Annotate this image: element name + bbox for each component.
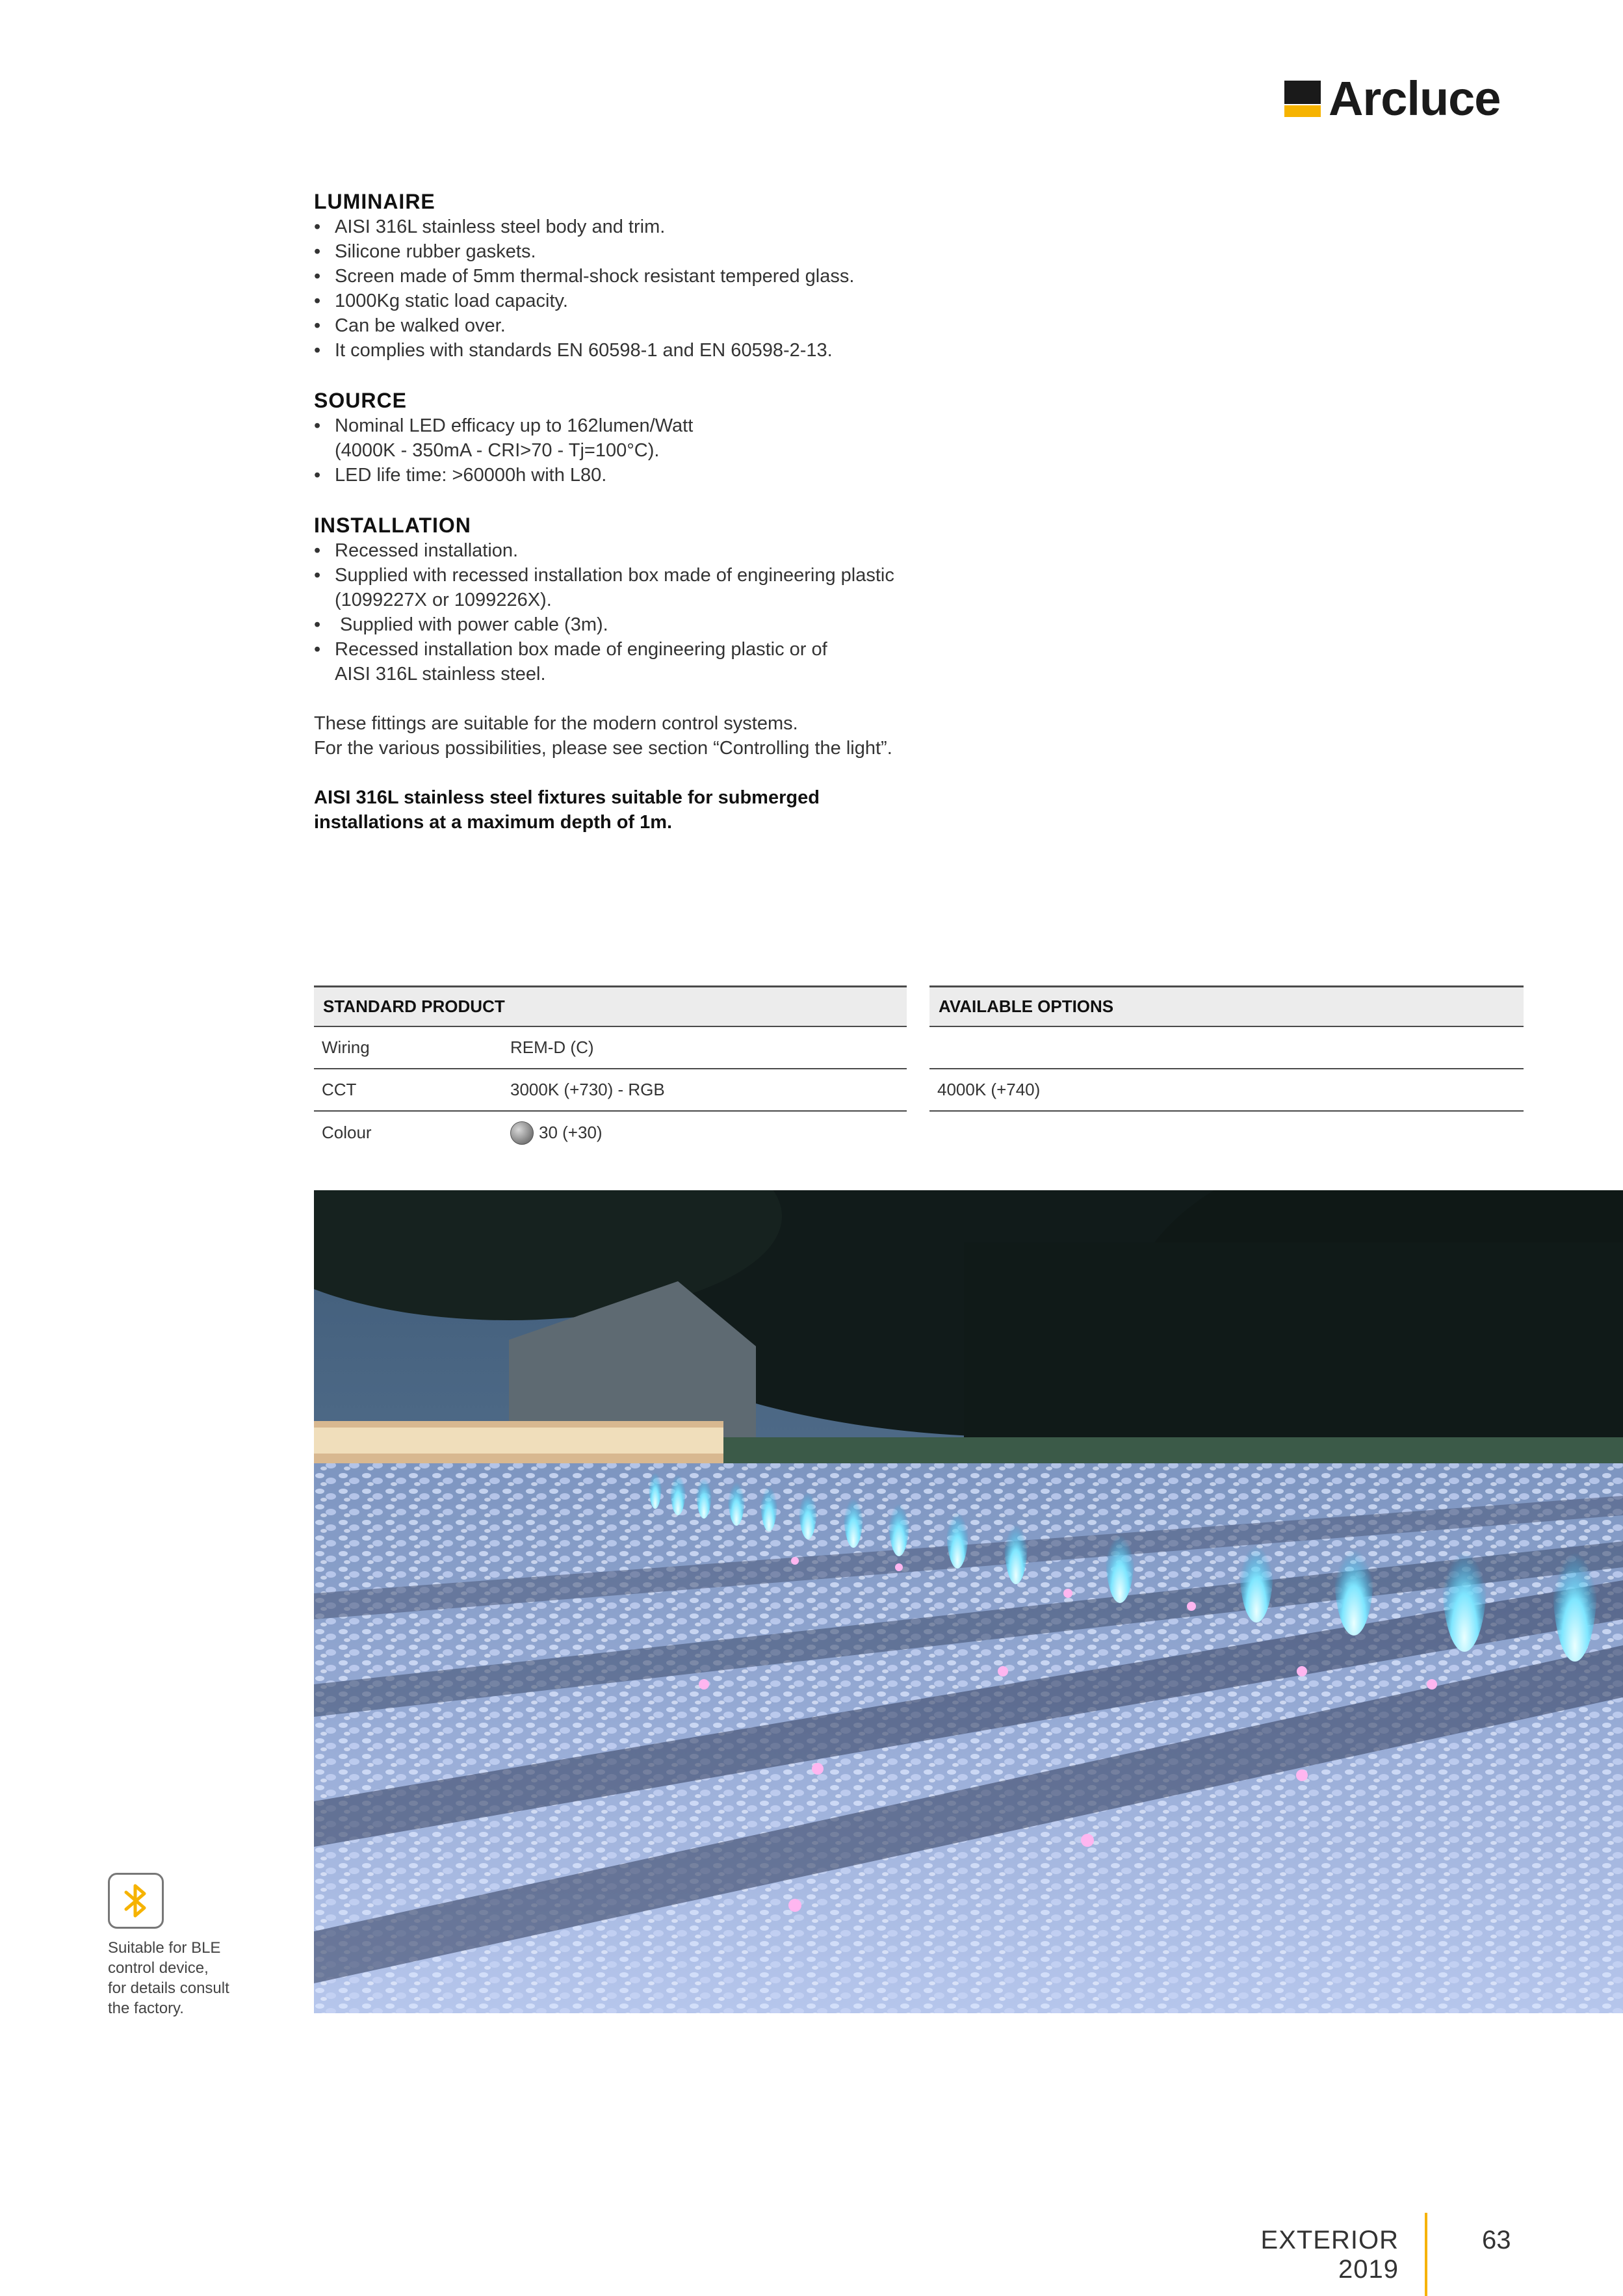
- logo-mark-icon: [1284, 81, 1321, 117]
- control-note-line: These fittings are suitable for the modern control systems.: [314, 713, 798, 734]
- footer-divider: [1425, 2213, 1427, 2296]
- footer-title: EXTERIOR 2019: [1260, 2226, 1399, 2284]
- page-number: 63: [1482, 2226, 1511, 2254]
- installation-heading: INSTALLATION: [314, 514, 471, 537]
- row-label: Colour: [322, 1123, 372, 1142]
- row-label: Wiring: [322, 1037, 370, 1057]
- ble-note-line: control device,: [108, 1959, 209, 1977]
- list-item: • Silicone rubber gaskets.: [314, 239, 964, 264]
- list-item: • AISI 316L stainless steel body and trim.: [314, 215, 964, 239]
- bluetooth-icon: [120, 1881, 152, 1921]
- table-row: [929, 1069, 1524, 1112]
- table-row: [929, 1027, 1524, 1069]
- list-item-line: (4000K - 350mA - CRI>70 - Tj=100°C).: [335, 440, 660, 461]
- control-note: [314, 711, 964, 761]
- colour-code: 30 (+30): [539, 1123, 603, 1142]
- list-item: [314, 413, 964, 463]
- luminaire-list: [314, 215, 964, 363]
- ble-note: [108, 1938, 257, 2018]
- spec-column: [314, 189, 964, 835]
- source-heading: SOURCE: [314, 389, 407, 412]
- table-row: [314, 1027, 907, 1069]
- row-value: 4000K (+740): [937, 1080, 1041, 1099]
- list-item: [314, 563, 964, 612]
- list-item-line: Recessed installation box made of engineering plastic or of: [335, 639, 827, 660]
- installation-photo: [314, 1190, 1623, 2013]
- list-item-line: Supplied with recessed installation box made of engineering plastic: [335, 565, 894, 586]
- ble-badge: [108, 1873, 164, 1929]
- colour-swatch-icon: [510, 1121, 534, 1145]
- list-item: • 1000Kg static load capacity.: [314, 289, 964, 313]
- standard-product-header: STANDARD PRODUCT: [314, 985, 907, 1027]
- brand-name: Arcluce: [1329, 72, 1501, 125]
- ble-note-line: for details consult: [108, 1979, 229, 1997]
- row-value: REM-D (C): [510, 1037, 594, 1057]
- list-item: • It complies with standards EN 60598-1 and EN 60598-2-13.: [314, 338, 964, 363]
- available-options-table: [929, 985, 1524, 1112]
- available-options-header: AVAILABLE OPTIONS: [929, 985, 1524, 1027]
- standard-product-table: [314, 985, 907, 1154]
- list-item: • LED life time: >60000h with L80.: [314, 463, 964, 488]
- list-item: • Recessed installation.: [314, 538, 964, 563]
- source-list: [314, 413, 964, 488]
- list-item-line: (1099227X or 1099226X).: [335, 590, 552, 610]
- control-note-line: For the various possibilities, please see section “Controlling the light”.: [314, 738, 892, 759]
- list-item-line: AISI 316L stainless steel.: [335, 664, 546, 685]
- installation-list: [314, 538, 964, 686]
- row-value: 3000K (+730) - RGB: [510, 1080, 665, 1099]
- list-item: • Screen made of 5mm thermal-shock resistant tempered glass.: [314, 264, 964, 289]
- list-item-line: Nominal LED efficacy up to 162lumen/Watt: [335, 415, 694, 436]
- list-item: [314, 637, 964, 686]
- list-item: • Can be walked over.: [314, 313, 964, 338]
- luminaire-heading: LUMINAIRE: [314, 190, 435, 213]
- row-value-colour: [510, 1121, 603, 1145]
- submerged-note: AISI 316L stainless steel fixtures suitable for submerged installations at a maximum depth of 1m.: [314, 787, 820, 833]
- table-row: [314, 1112, 907, 1154]
- list-item: • Supplied with power cable (3m).: [314, 612, 964, 637]
- row-label: CCT: [322, 1080, 357, 1099]
- brand-logo: [1284, 73, 1500, 125]
- ble-note-line: Suitable for BLE: [108, 1939, 221, 1957]
- ble-note-line: the factory.: [108, 2000, 184, 2017]
- table-row: [314, 1069, 907, 1112]
